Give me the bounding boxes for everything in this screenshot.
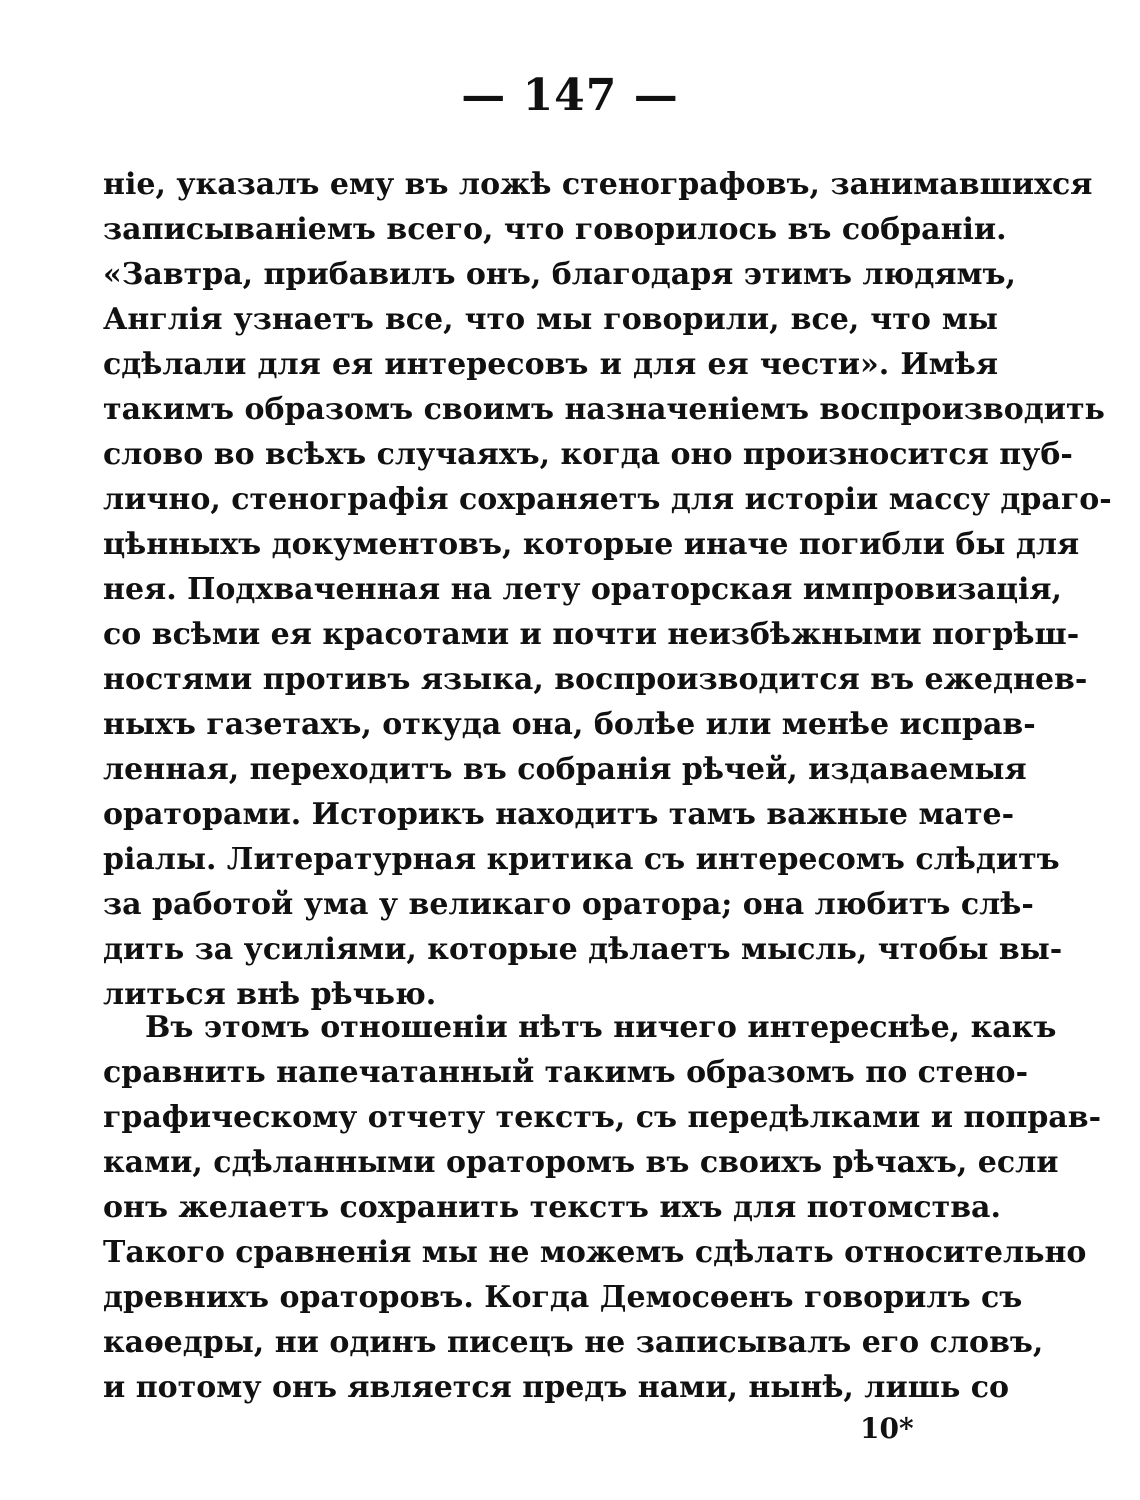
text-line: ленная, переходитъ въ собранія рѣчей, издаваемыя — [103, 752, 1027, 787]
paragraph-2 — [103, 1005, 1102, 1410]
page-number: — 147 — — [461, 70, 679, 121]
text-line: со всѣми ея красотами и почти неизбѣжными погрѣш- — [103, 617, 1080, 652]
text-line: онъ желаетъ сохранить текстъ ихъ для потомства. — [103, 1190, 1001, 1225]
text-line: Въ этомъ отношеніи нѣтъ ничего интереснѣе, какъ — [145, 1010, 1057, 1045]
text-line: ныхъ газетахъ, откуда она, болѣе или менѣе исправ- — [103, 707, 1036, 742]
text-line: каѳедры, ни одинъ писецъ не записывалъ его словъ, — [103, 1325, 1044, 1360]
text-line: «Завтра, прибавилъ онъ, благодаря этимъ людямъ, — [103, 257, 1016, 292]
text-line: сравнить напечатанный такимъ образомъ по стено- — [103, 1055, 1029, 1090]
text-line: Англія узнаетъ все, что мы говорили, все, что мы — [103, 302, 998, 337]
text-line: ніе, указалъ ему въ ложѣ стенографовъ, занимавшихся — [103, 167, 1093, 202]
text-line: дить за усиліями, которые дѣлаетъ мысль, чтобы вы- — [103, 932, 1063, 967]
text-line: слово во всѣхъ случаяхъ, когда оно произносится пуб- — [103, 437, 1073, 472]
text-line: ностями противъ языка, воспроизводится въ ежеднев- — [103, 662, 1088, 697]
text-line: цѣнныхъ документовъ, которые иначе погибли бы для — [103, 527, 1080, 562]
text-line: сдѣлали для ея интересовъ и для ея чести». Имѣя — [103, 347, 998, 382]
signature-mark: 10* — [860, 1412, 914, 1445]
text-line: Такого сравненія мы не можемъ сдѣлать относительно — [103, 1235, 1087, 1270]
text-line: такимъ образомъ своимъ назначеніемъ воспроизводить — [103, 392, 1105, 427]
text-line: записываніемъ всего, что говорилось въ собраніи. — [103, 212, 1007, 247]
text-line: ораторами. Историкъ находитъ тамъ важные мате- — [103, 797, 1015, 832]
text-line: за работой ума у великаго оратора; она любитъ слѣ- — [103, 887, 1034, 922]
text-line: графическому отчету текстъ, съ передѣлками и поправ- — [103, 1100, 1102, 1135]
text-line: лично, стенографія сохраняетъ для исторіи массу драго- — [103, 482, 1112, 517]
text-line: нея. Подхваченная на лету ораторская импровизація, — [103, 572, 1063, 607]
text-line: и потому онъ является предъ нами, нынѣ, лишь со — [103, 1370, 1010, 1405]
text-line: ріалы. Литературная критика съ интересомъ слѣдитъ — [103, 842, 1060, 877]
text-line: древнихъ ораторовъ. Когда Демосѳенъ говорилъ съ — [103, 1280, 1023, 1315]
paragraph-1 — [103, 162, 1112, 1017]
text-line: литься внѣ рѣчью. — [103, 977, 437, 1012]
text-line: ками, сдѣланными ораторомъ въ своихъ рѣчахъ, если — [103, 1145, 1059, 1180]
